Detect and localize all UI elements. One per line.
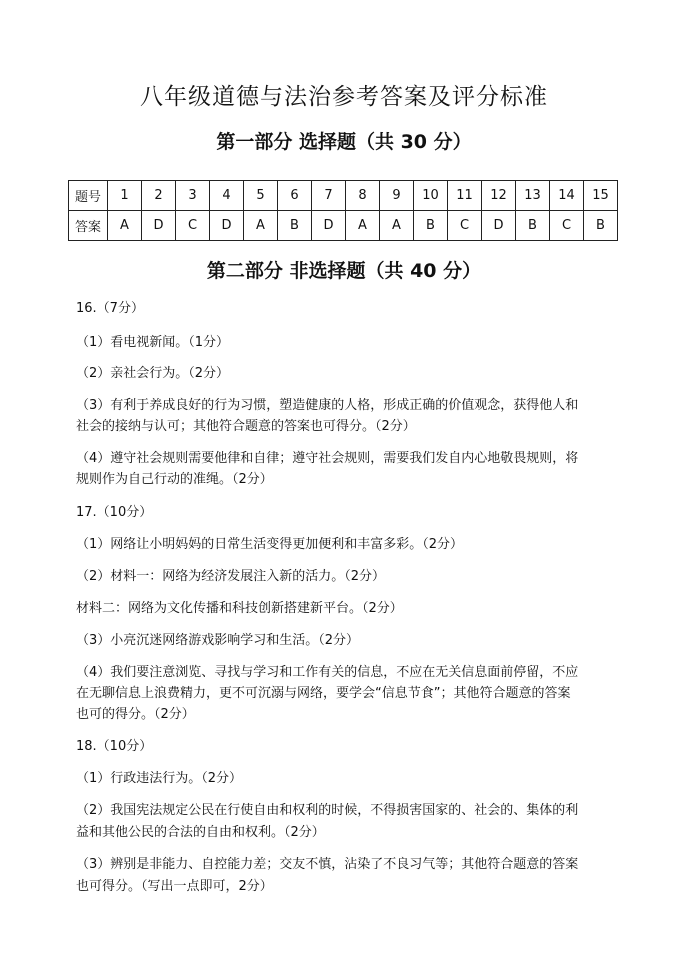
answer-line: （2）亲社会行为。（2分）	[76, 366, 230, 381]
table-cell: D	[142, 211, 176, 241]
answer-line: （3）辨别是非能力、自控能力差；交友不慎，沾染了不良习气等；其他符合题意的答案	[76, 857, 579, 872]
question-heading: 18.（10分）	[76, 739, 153, 754]
answer-line: 在无聊信息上浪费精力，更不可沉溺与网络，要学会“信息节食”；其他符合题意的答案	[76, 686, 571, 701]
table-cell: 3	[176, 181, 210, 211]
row-label-question-number: 题号	[69, 181, 108, 211]
answer-line: （3）小亮沉迷网络游戏影响学习和生活。（2分）	[76, 633, 360, 648]
question-heading: 17.（10分）	[76, 505, 153, 520]
table-cell: A	[108, 211, 142, 241]
table-cell: D	[210, 211, 244, 241]
table-cell: 8	[346, 181, 380, 211]
answer-line: （4）我们要注意浏览、寻找与学习和工作有关的信息，不应在无关信息面前停留，不应	[76, 665, 579, 680]
table-cell: 2	[142, 181, 176, 211]
table-cell: C	[176, 211, 210, 241]
table-cell: A	[244, 211, 278, 241]
document-title: 八年级道德与法治参考答案及评分标准	[140, 84, 548, 110]
table-cell: 6	[278, 181, 312, 211]
answer-line: 也可得分。（写出一点即可，2分）	[76, 879, 273, 894]
table-cell: 5	[244, 181, 278, 211]
table-cell: 12	[482, 181, 516, 211]
table-cell: B	[584, 211, 618, 241]
answer-table	[68, 180, 618, 241]
answer-line: （1）行政违法行为。（2分）	[76, 771, 243, 786]
answer-line: 也可的得分。（2分）	[76, 707, 195, 722]
answer-row	[69, 211, 618, 241]
table-cell: D	[482, 211, 516, 241]
answer-line: （1）看电视新闻。（1分）	[76, 335, 230, 350]
answer-line: （2）我国宪法规定公民在行使自由和权利的时候，不得损害国家的、社会的、集体的利	[76, 803, 579, 818]
table-cell: C	[550, 211, 584, 241]
table-cell: A	[346, 211, 380, 241]
row-label-answer: 答案	[69, 211, 108, 241]
table-cell: 13	[516, 181, 550, 211]
answer-line: 益和其他公民的合法的自由和权利。（2分）	[76, 825, 325, 840]
table-cell: B	[414, 211, 448, 241]
table-cell: 9	[380, 181, 414, 211]
table-cell: 10	[414, 181, 448, 211]
table-cell: C	[448, 211, 482, 241]
question-heading: 16.（7分）	[76, 301, 144, 316]
answer-line: （1）网络让小明妈妈的日常生活变得更加便利和丰富多彩。（2分）	[76, 537, 464, 552]
answer-line: 社会的接纳与认可；其他符合题意的答案也可得分。（2分）	[76, 419, 416, 434]
table-cell: D	[312, 211, 346, 241]
answer-line: （3）有利于养成良好的行为习惯，塑造健康的人格，形成正确的价值观念，获得他人和	[76, 398, 579, 413]
table-cell: B	[278, 211, 312, 241]
table-cell: 11	[448, 181, 482, 211]
question-number-row	[69, 181, 618, 211]
answer-line: （4）遵守社会规则需要他律和自律；遵守社会规则，需要我们发自内心地敬畏规则，将	[76, 451, 579, 466]
table-cell: A	[380, 211, 414, 241]
part2-heading: 第二部分 非选择题（共 40 分）	[206, 260, 482, 282]
table-cell: 7	[312, 181, 346, 211]
table-cell: 15	[584, 181, 618, 211]
table-cell: 4	[210, 181, 244, 211]
table-cell: B	[516, 211, 550, 241]
table-cell: 14	[550, 181, 584, 211]
answer-line: 材料二：网络为文化传播和科技创新搭建新平台。（2分）	[76, 601, 403, 616]
answer-line: 规则作为自己行动的准绳。（2分）	[76, 472, 273, 487]
part1-heading: 第一部分 选择题（共 30 分）	[216, 131, 472, 153]
table-cell: 1	[108, 181, 142, 211]
answer-line: （2）材料一：网络为经济发展注入新的活力。（2分）	[76, 569, 386, 584]
